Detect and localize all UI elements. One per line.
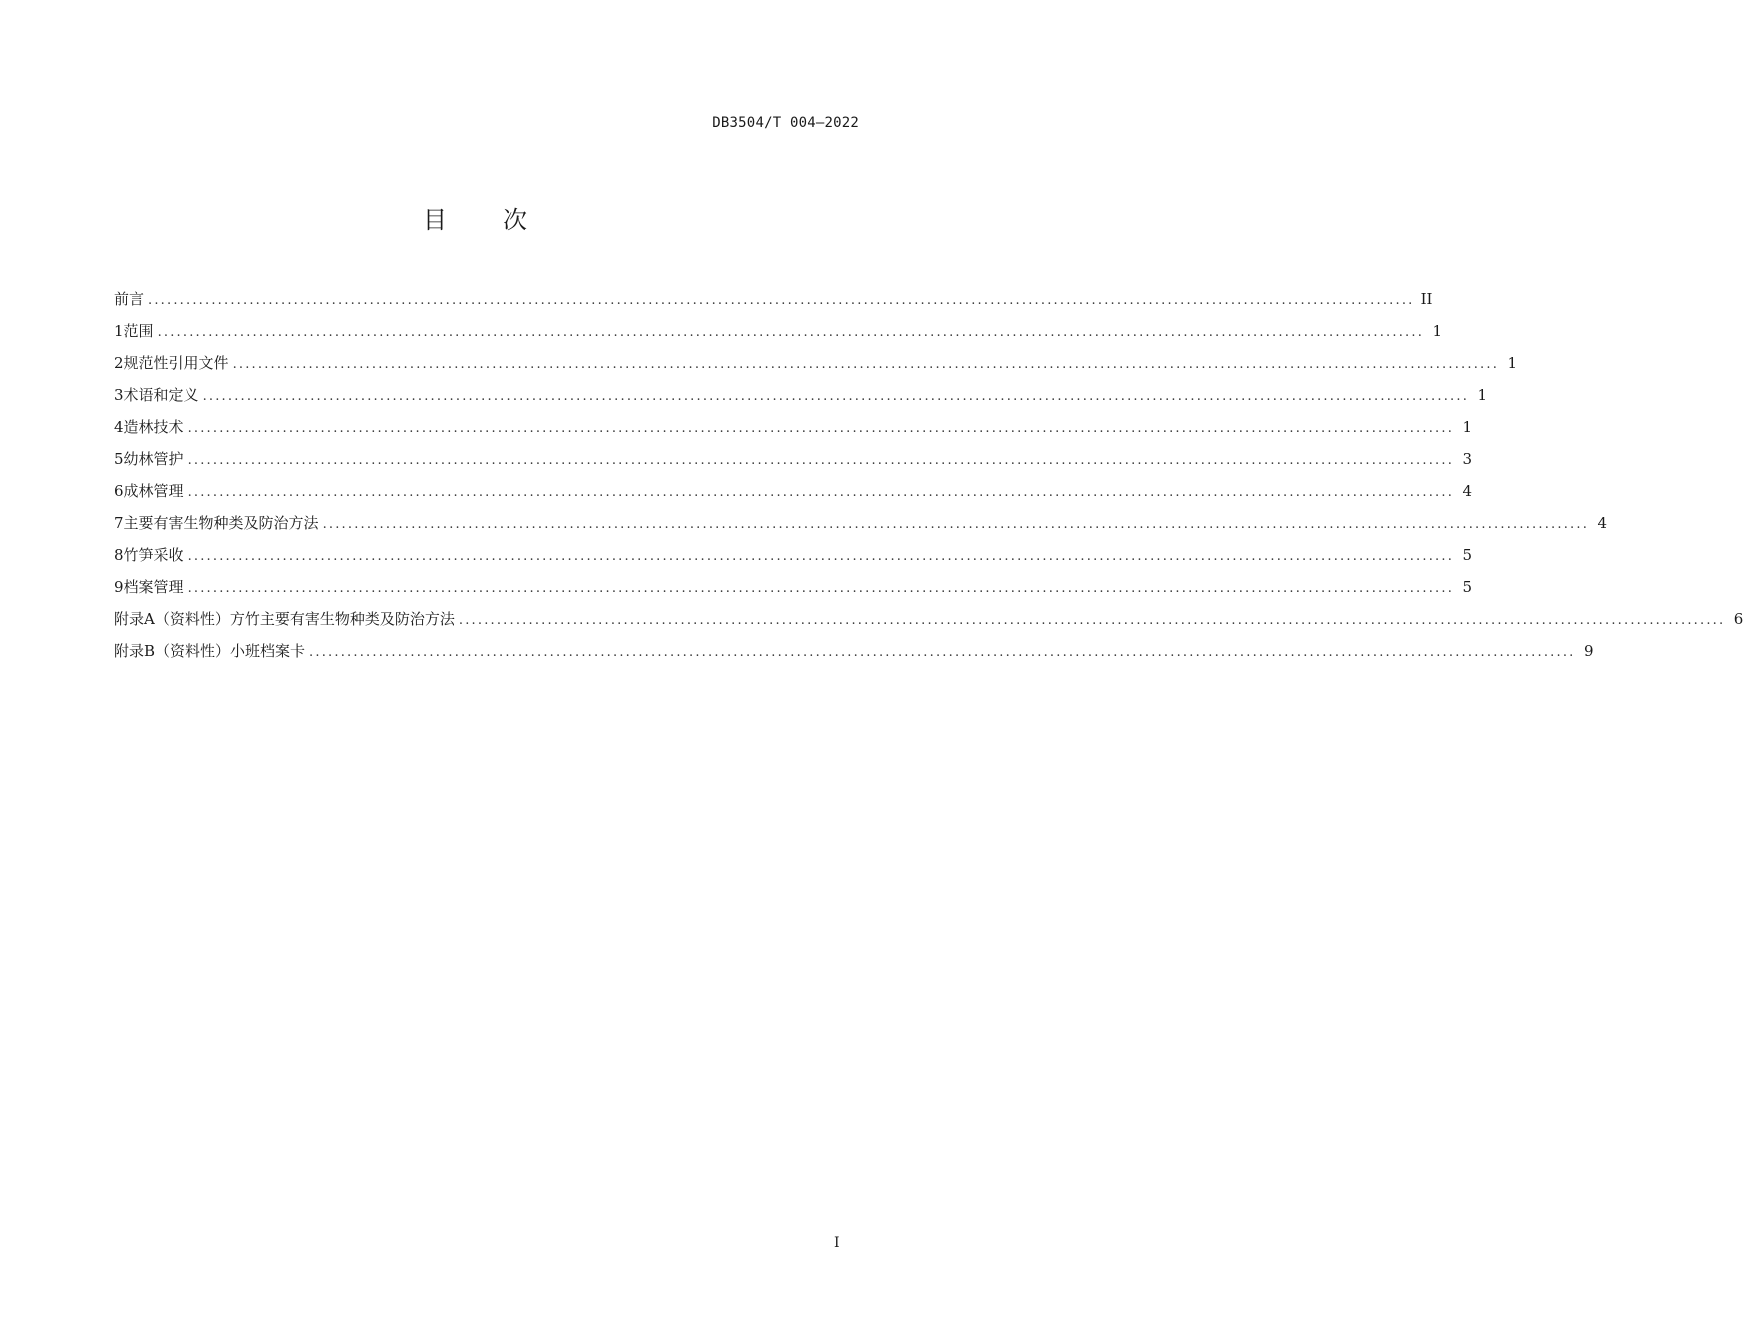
toc-entry-label: 前言 (114, 290, 145, 308)
page-number: I (834, 1235, 840, 1251)
toc-entry-number: 5 (114, 450, 124, 468)
title-char-2: 次 (503, 206, 527, 234)
toc-entry-number: 4 (114, 418, 124, 436)
toc-entry-page: 4 (1462, 482, 1473, 500)
toc-entry-appendix-b[interactable] (114, 639, 1594, 671)
toc-entry-label: 规范性引用文件 (123, 354, 229, 372)
toc-entry-4[interactable] (114, 415, 1473, 447)
toc-entry-page: 6 (1733, 610, 1743, 628)
toc-entry-label: 造林技术 (123, 418, 184, 436)
dot-leader: ........................................................................................................................................................................................................ (157, 325, 1425, 340)
dot-leader: ........................................................................................................................................................................................................ (322, 517, 1590, 532)
toc-entry-preface[interactable] (114, 287, 1433, 319)
toc-entry-sublabel: 方竹主要有害生物种类及防治方法 (229, 610, 455, 628)
toc-entry-label: 术语和定义 (123, 386, 199, 404)
toc-entry-page: 9 (1583, 642, 1594, 660)
toc-entry-label: 附录B（资料性） (114, 642, 231, 660)
page-title (0, 200, 950, 235)
dot-leader: ........................................................................................................................................................................................................ (309, 645, 1576, 660)
toc-entry-page: 3 (1462, 450, 1473, 468)
dot-leader: ........................................................................................................................................................................................................ (187, 549, 1455, 564)
toc-entry-label: 范围 (123, 322, 154, 340)
toc-entry-7[interactable] (114, 511, 1608, 543)
toc-entry-label: 竹笋采收 (123, 546, 184, 564)
toc-entry-number: 7 (114, 514, 124, 532)
dot-leader: ........................................................................................................................................................................................................ (187, 581, 1455, 596)
dot-leader: ........................................................................................................................................................................................................ (458, 613, 1726, 628)
toc-entry-label: 附录A（资料性） (114, 610, 230, 628)
toc-entry-9[interactable] (114, 575, 1473, 607)
dot-leader: ........................................................................................................................................................................................................ (202, 389, 1470, 404)
toc-entry-page: 1 (1507, 354, 1518, 372)
toc-entry-page: 1 (1477, 386, 1488, 404)
toc-entry-appendix-a[interactable] (114, 607, 1743, 639)
dot-leader: ........................................................................................................................................................................................................ (232, 357, 1500, 372)
table-of-contents (114, 287, 1743, 671)
title-char-1: 目 (423, 206, 447, 234)
toc-entry-page: 5 (1462, 546, 1473, 564)
toc-entry-label: 成林管理 (123, 482, 184, 500)
toc-entry-page: 1 (1462, 418, 1473, 436)
toc-entry-number: 9 (114, 578, 124, 596)
dot-leader: ........................................................................................................................................................................................................ (187, 485, 1455, 500)
toc-entry-5[interactable] (114, 447, 1473, 479)
dot-leader: ........................................................................................................................................................................................................ (187, 453, 1455, 468)
toc-entry-number: 2 (114, 354, 124, 372)
toc-entry-page: 5 (1462, 578, 1473, 596)
toc-entry-1[interactable] (114, 319, 1443, 351)
toc-entry-label: 档案管理 (123, 578, 184, 596)
toc-entry-label: 幼林管护 (123, 450, 184, 468)
toc-entry-page: II (1420, 290, 1433, 308)
toc-entry-number: 1 (114, 322, 124, 340)
document-code: DB3504/T 004—2022 (712, 115, 859, 131)
dot-leader: ........................................................................................................................................................................................................ (187, 421, 1455, 436)
toc-entry-8[interactable] (114, 543, 1473, 575)
toc-entry-number: 6 (114, 482, 124, 500)
toc-entry-page: 1 (1432, 322, 1443, 340)
toc-entry-2[interactable] (114, 351, 1518, 383)
toc-entry-3[interactable] (114, 383, 1488, 415)
toc-entry-label: 主要有害生物种类及防治方法 (123, 514, 319, 532)
toc-entry-number: 3 (114, 386, 124, 404)
toc-entry-sublabel: 小班档案卡 (230, 642, 306, 660)
toc-entry-number: 8 (114, 546, 124, 564)
toc-entry-6[interactable] (114, 479, 1473, 511)
dot-leader: ........................................................................................................................................................................................................ (148, 293, 1415, 308)
toc-entry-page: 4 (1597, 514, 1608, 532)
